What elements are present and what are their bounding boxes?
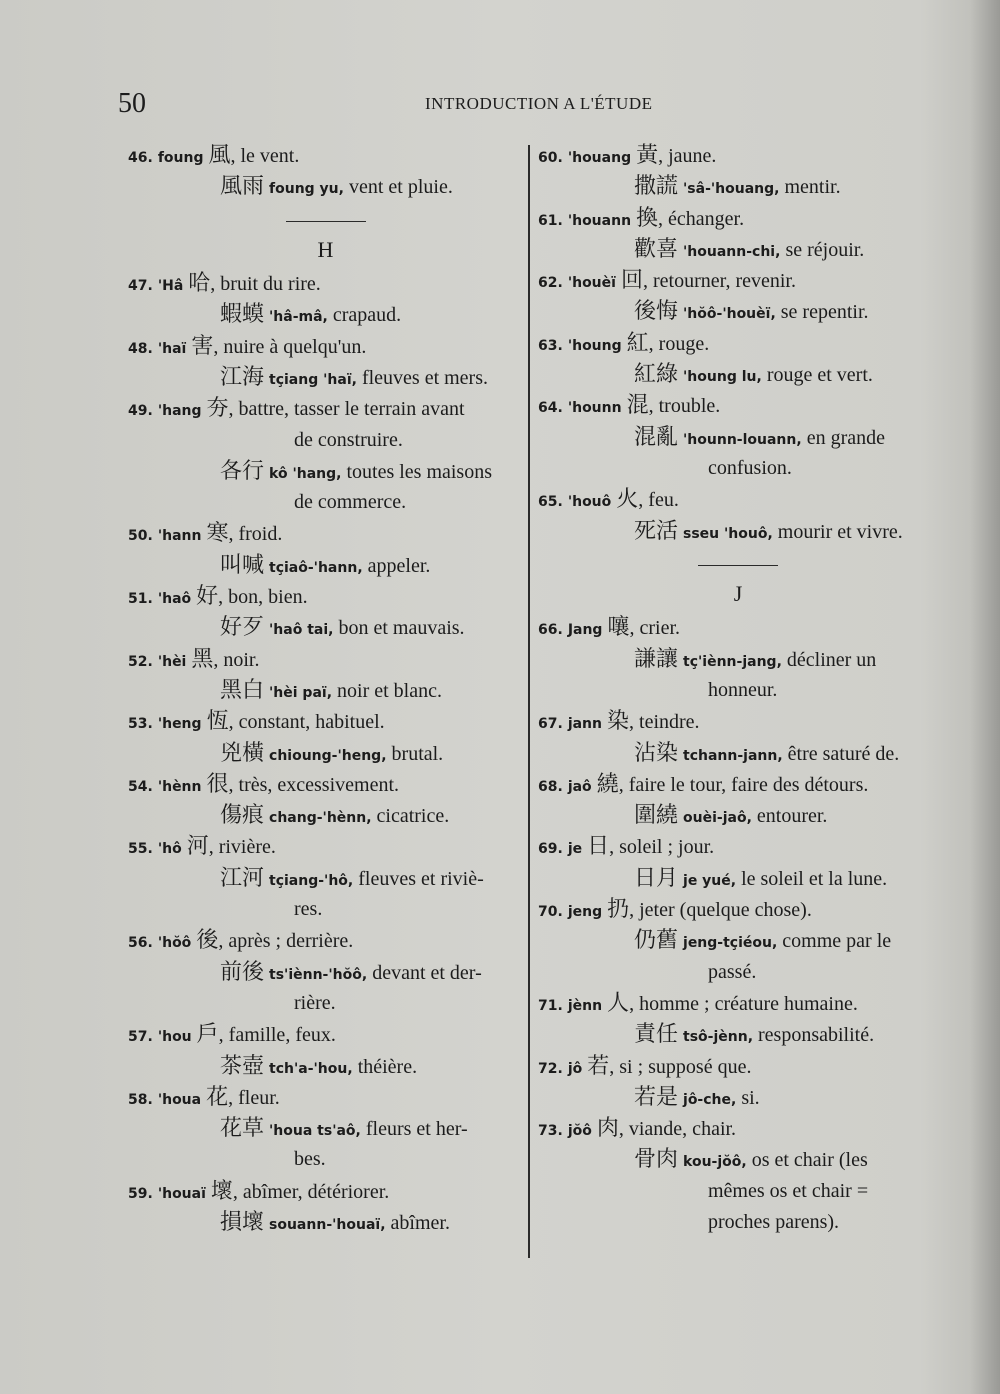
entry-54 — [128, 769, 523, 800]
romanization: 'hang — [157, 403, 202, 420]
chinese-character: 河 — [186, 834, 209, 860]
romanization: 'houang — [567, 150, 632, 166]
chinese-character: 哈 — [188, 271, 211, 297]
chinese-character: 花 — [206, 1084, 229, 1110]
chinese-compound: 叫喊 — [220, 552, 265, 578]
entry-53 — [128, 706, 523, 737]
compound-67 — [538, 738, 938, 769]
entry-57 — [128, 1019, 523, 1050]
definition: , abîmer, détériorer. — [232, 1180, 390, 1203]
chinese-compound: 歡喜 — [634, 236, 679, 262]
right-column — [538, 140, 938, 1238]
romanization: jô — [567, 1060, 583, 1077]
definition: , échanger. — [658, 207, 745, 230]
definition: le soleil et la lune. — [736, 867, 888, 890]
chinese-character: 肉 — [596, 1116, 619, 1142]
chinese-character: 混 — [626, 393, 649, 419]
entry-number: 57. — [128, 1029, 153, 1046]
definition: se réjouir. — [780, 238, 865, 261]
entry-number: 59. — [128, 1185, 153, 1202]
chinese-compound: 傷痕 — [220, 803, 265, 829]
continuation: confusion. — [708, 456, 792, 479]
page-edge-shadow — [970, 0, 1000, 1394]
definition: vent et pluie. — [343, 176, 453, 199]
continuation: passé. — [708, 960, 757, 983]
chinese-compound: 日月 — [634, 865, 679, 891]
compound-48 — [128, 362, 523, 393]
definition: comme par le — [777, 930, 892, 953]
entry-number: 63. — [538, 337, 563, 354]
definition: , homme ; créature humaine. — [629, 992, 858, 1015]
entry-73 — [538, 1113, 938, 1144]
romanization: 'houa — [157, 1091, 202, 1108]
compound-61 — [538, 234, 938, 265]
compound-65 — [538, 516, 938, 547]
column-divider — [528, 145, 530, 1258]
definition: , rouge. — [648, 332, 710, 355]
entry-60 — [538, 140, 938, 171]
entry-number: 46. — [128, 150, 153, 166]
definition: , teindre. — [629, 711, 700, 734]
chinese-compound: 責任 — [634, 1022, 679, 1048]
entry-number: 70. — [538, 904, 563, 921]
entry-58 — [128, 1082, 523, 1113]
romanization: chioung-'heng, — [269, 747, 387, 764]
continuation: rière. — [294, 991, 336, 1014]
definition: en grande — [801, 426, 885, 449]
entry-number: 55. — [128, 841, 153, 858]
compound-58 — [128, 1113, 523, 1144]
chinese-character: 黑 — [191, 646, 214, 672]
chinese-character: 換 — [636, 205, 659, 231]
definition: , jeter (quelque chose). — [629, 899, 812, 922]
romanization: 'hounn — [567, 400, 622, 417]
definition: être saturé de. — [782, 742, 900, 765]
continuation: bes. — [294, 1148, 326, 1171]
entry-49 — [128, 393, 523, 424]
definition: fleuves et mers. — [356, 366, 489, 389]
entry-number: 71. — [538, 997, 563, 1014]
compound-62 — [538, 296, 938, 327]
compound-59 — [128, 1207, 523, 1238]
definition: si. — [736, 1086, 760, 1109]
entry-number: 64. — [538, 400, 563, 417]
entry-number: 52. — [128, 653, 153, 670]
section-letter: H — [317, 237, 334, 263]
entry-number: 51. — [128, 591, 153, 608]
definition: , noir. — [213, 648, 260, 671]
chinese-character: 好 — [196, 584, 219, 610]
chinese-compound: 風雨 — [220, 174, 265, 200]
compound-50 — [128, 550, 523, 581]
romanization: tchann-jann, — [683, 747, 783, 764]
chinese-compound: 紅綠 — [634, 362, 679, 388]
romanization: foung yu, — [269, 181, 344, 198]
chinese-character: 嚷 — [607, 615, 630, 641]
compound-52 — [128, 675, 523, 706]
definition: rouge et vert. — [761, 364, 873, 387]
definition: entourer. — [751, 805, 828, 828]
chinese-character: 扔 — [607, 897, 630, 923]
chinese-character: 染 — [607, 709, 630, 735]
romanization: sseu 'houô, — [683, 525, 773, 542]
chinese-compound: 前後 — [220, 959, 265, 985]
entry-number: 68. — [538, 778, 563, 795]
definition: bon et mauvais. — [333, 617, 465, 640]
chinese-compound: 茶壺 — [220, 1053, 265, 1079]
continuation: mêmes os et chair = — [708, 1179, 869, 1202]
entry-68 — [538, 769, 938, 800]
entry-number: 69. — [538, 841, 563, 858]
romanization: chang-'hènn, — [269, 810, 372, 827]
compound-47 — [128, 299, 523, 330]
romanization: 'hâ-mâ, — [269, 309, 328, 326]
compound-54 — [128, 800, 523, 831]
definition: , après ; derrière. — [218, 930, 354, 953]
chinese-character: 恆 — [206, 709, 229, 735]
entry-46 — [128, 140, 523, 171]
definition: brutal. — [386, 742, 444, 765]
chinese-character: 害 — [191, 333, 214, 359]
compound-69 — [538, 863, 938, 894]
definition: , retourner, revenir. — [642, 270, 796, 293]
compound-53 — [128, 738, 523, 769]
romanization: 'houaï — [157, 1185, 206, 1202]
entry-number: 53. — [128, 716, 153, 733]
entry-52 — [128, 644, 523, 675]
romanization: foung — [157, 150, 204, 166]
chinese-compound: 圍繞 — [634, 803, 679, 829]
entry-48 — [128, 331, 523, 362]
entry-65 — [538, 484, 938, 515]
definition: , jaune. — [658, 145, 717, 167]
compound-64 — [538, 422, 938, 453]
romanization: jènn — [567, 997, 603, 1014]
chinese-compound: 兇橫 — [220, 740, 265, 766]
chinese-compound: 混亂 — [634, 424, 679, 450]
romanization: 'hèi paï, — [269, 684, 333, 701]
romanization: jô-che, — [683, 1091, 737, 1108]
entry-56 — [128, 925, 523, 956]
compound-63 — [538, 359, 938, 390]
romanization: 'hô — [157, 841, 182, 858]
definition: , bruit du rire. — [210, 273, 321, 296]
romanization: je yué, — [683, 872, 737, 889]
continuation: proches parens). — [708, 1211, 840, 1233]
entry-47 — [128, 268, 523, 299]
definition: , nuire à quelqu'un. — [213, 335, 367, 358]
compound-57 — [128, 1051, 523, 1082]
romanization: tçiang-'hô, — [269, 872, 354, 889]
definition: , fleur. — [228, 1086, 280, 1109]
chinese-character: 紅 — [626, 330, 649, 356]
definition: devant et der- — [367, 961, 482, 984]
section-rule — [286, 221, 366, 223]
definition: os et chair (les — [746, 1149, 868, 1172]
entry-66 — [538, 612, 938, 643]
running-title: INTRODUCTION A L'ÉTUDE — [425, 94, 653, 113]
chinese-character: 戶 — [196, 1022, 219, 1048]
romanization: souann-'houaï, — [269, 1217, 386, 1233]
romanization: 'houann-chi, — [683, 243, 781, 260]
romanization: 'houann — [567, 212, 632, 229]
compound-49 — [128, 456, 523, 487]
romanization: ts'iènn-'hŏô, — [269, 966, 368, 983]
entry-72 — [538, 1051, 938, 1082]
chinese-compound: 各行 — [220, 458, 265, 484]
romanization: 'houng lu, — [683, 369, 762, 386]
entry-51 — [128, 581, 523, 612]
entry-64 — [538, 390, 938, 421]
definition: toutes les maisons — [341, 460, 492, 483]
romanization: jeng — [567, 904, 603, 921]
definition: , soleil ; jour. — [609, 836, 715, 859]
romanization: 'haï — [157, 340, 187, 357]
definition: mourir et vivre. — [772, 520, 903, 543]
entry-number: 61. — [538, 212, 563, 229]
chinese-compound: 謙讓 — [634, 646, 679, 672]
romanization: ouèi-jaô, — [683, 810, 752, 827]
romanization: tçiaô-'hann, — [269, 559, 363, 576]
definition: décliner un — [781, 648, 877, 671]
romanization: jann — [567, 716, 602, 733]
chinese-character: 後 — [196, 928, 219, 954]
romanization: tsô-jènn, — [683, 1029, 754, 1046]
chinese-compound: 黑白 — [220, 677, 265, 703]
definition: appeler. — [362, 554, 431, 577]
entry-number: 56. — [128, 935, 153, 952]
romanization: tç'iènn-jang, — [683, 653, 782, 670]
definition: , crier. — [629, 617, 681, 640]
definition: fleuves et riviè- — [353, 867, 484, 890]
romanization: 'houa ts'aô, — [269, 1123, 361, 1140]
entry-63 — [538, 328, 938, 359]
entry-69 — [538, 831, 938, 862]
entry-number: 48. — [128, 340, 153, 357]
definition: , le vent. — [230, 145, 300, 167]
romanization: 'Hâ — [157, 278, 184, 295]
chinese-character: 壞 — [210, 1178, 233, 1204]
definition: , très, excessivement. — [228, 773, 400, 796]
chinese-compound: 後悔 — [634, 299, 679, 325]
chinese-character: 寒 — [206, 521, 229, 547]
romanization: 'haô tai, — [269, 622, 334, 639]
chinese-character: 黃 — [636, 143, 659, 168]
compound-60 — [538, 171, 938, 202]
chinese-compound: 花草 — [220, 1116, 265, 1142]
compound-71 — [538, 1019, 938, 1050]
entry-number: 49. — [128, 403, 153, 420]
definition: , faire le tour, faire des détours. — [618, 773, 869, 796]
section-rule — [698, 565, 778, 567]
entry-number: 50. — [128, 528, 153, 545]
definition: théière. — [352, 1055, 418, 1078]
romanization: Jang — [567, 622, 603, 639]
chinese-compound: 蝦蟆 — [220, 302, 265, 328]
definition: fleurs et her- — [360, 1118, 468, 1141]
chinese-compound: 骨肉 — [634, 1147, 679, 1173]
compound-55 — [128, 863, 523, 894]
chinese-character: 回 — [620, 268, 643, 294]
page-number: 50 — [118, 88, 146, 119]
entry-number: 67. — [538, 716, 563, 733]
romanization: 'hou — [157, 1029, 192, 1046]
definition: responsabilité. — [753, 1024, 875, 1047]
chinese-character: 夯 — [206, 396, 229, 422]
romanization: 'houô — [567, 494, 612, 511]
entry-59 — [128, 1176, 523, 1207]
chinese-character: 風 — [208, 143, 231, 168]
page-header — [0, 88, 1000, 128]
romanization: kou-jŏô, — [683, 1154, 747, 1171]
definition: noir et blanc. — [332, 679, 442, 702]
romanization: tçiang 'haï, — [269, 371, 357, 388]
entry-number: 62. — [538, 275, 563, 292]
romanization: kô 'hang, — [269, 465, 342, 482]
definition: mentir. — [779, 176, 841, 199]
chinese-character: 人 — [607, 990, 630, 1016]
chinese-compound: 好歹 — [220, 615, 265, 641]
definition: , si ; supposé que. — [609, 1055, 752, 1078]
entry-number: 54. — [128, 778, 153, 795]
romanization: 'haô — [157, 591, 192, 608]
entry-50 — [128, 518, 523, 549]
left-column — [128, 140, 523, 1238]
romanization: 'hŏô-'houèï, — [683, 306, 776, 323]
chinese-compound: 江海 — [220, 364, 265, 390]
continuation: de construire. — [294, 428, 403, 451]
definition: , famille, feux. — [218, 1024, 336, 1047]
romanization: 'hŏô — [157, 935, 192, 952]
chinese-compound: 仍舊 — [634, 928, 679, 954]
romanization: 'hounn-louann, — [683, 431, 802, 448]
chinese-compound: 撒謊 — [634, 174, 679, 200]
entry-70 — [538, 894, 938, 925]
compound-51 — [128, 612, 523, 643]
definition: abîmer. — [385, 1212, 450, 1234]
chinese-compound: 沾染 — [634, 740, 679, 766]
chinese-compound: 江河 — [220, 865, 265, 891]
chinese-compound: 死活 — [634, 518, 679, 544]
chinese-character: 若 — [587, 1053, 610, 1079]
compound-72 — [538, 1082, 938, 1113]
continuation: de commerce. — [294, 491, 407, 514]
romanization: 'sâ-'houang, — [683, 181, 780, 198]
romanization: 'hènn — [157, 778, 202, 795]
chinese-character: 日 — [587, 834, 610, 860]
compound-68 — [538, 800, 938, 831]
definition: se repentir. — [775, 301, 869, 324]
romanization: 'houng — [567, 337, 622, 354]
romanization: jaô — [567, 778, 592, 795]
entry-55 — [128, 831, 523, 862]
romanization: 'heng — [157, 716, 202, 733]
entry-number: 72. — [538, 1060, 563, 1077]
entry-number: 60. — [538, 150, 563, 166]
chinese-character: 很 — [206, 771, 229, 797]
compound-70 — [538, 925, 938, 956]
romanization: 'hèi — [157, 653, 187, 670]
definition: , constant, habituel. — [228, 711, 385, 734]
romanization: 'houèï — [567, 275, 616, 292]
definition: , feu. — [638, 489, 679, 512]
entry-62 — [538, 265, 938, 296]
compound-46 — [128, 171, 523, 202]
romanization: tch'a-'hou, — [269, 1060, 353, 1077]
entry-number: 47. — [128, 278, 153, 295]
definition: cicatrice. — [371, 805, 450, 828]
definition: , trouble. — [648, 395, 721, 418]
entry-number: 65. — [538, 494, 563, 511]
section-letter: J — [733, 581, 743, 607]
definition: , froid. — [228, 523, 283, 546]
definition: crapaud. — [327, 304, 402, 327]
compound-66 — [538, 644, 938, 675]
entry-number: 58. — [128, 1091, 153, 1108]
chinese-compound: 損壞 — [220, 1210, 265, 1235]
chinese-character: 繞 — [596, 771, 619, 797]
compound-56 — [128, 957, 523, 988]
definition: , rivière. — [208, 836, 276, 859]
entry-61 — [538, 203, 938, 234]
romanization: jŏô — [567, 1123, 592, 1140]
entry-71 — [538, 988, 938, 1019]
romanization: 'hann — [157, 528, 202, 545]
chinese-character: 火 — [616, 487, 639, 513]
entry-number: 66. — [538, 622, 563, 639]
romanization: jeng-tçiéou, — [683, 935, 778, 952]
continuation: honneur. — [708, 678, 778, 701]
compound-73 — [538, 1144, 938, 1175]
entry-67 — [538, 706, 938, 737]
definition: , battre, tasser le terrain avant — [228, 398, 465, 421]
definition: , viande, chair. — [618, 1118, 737, 1141]
romanization: je — [567, 841, 583, 858]
definition: , bon, bien. — [218, 586, 308, 609]
chinese-compound: 若是 — [634, 1084, 679, 1110]
entry-number: 73. — [538, 1123, 563, 1140]
continuation: res. — [294, 898, 323, 921]
